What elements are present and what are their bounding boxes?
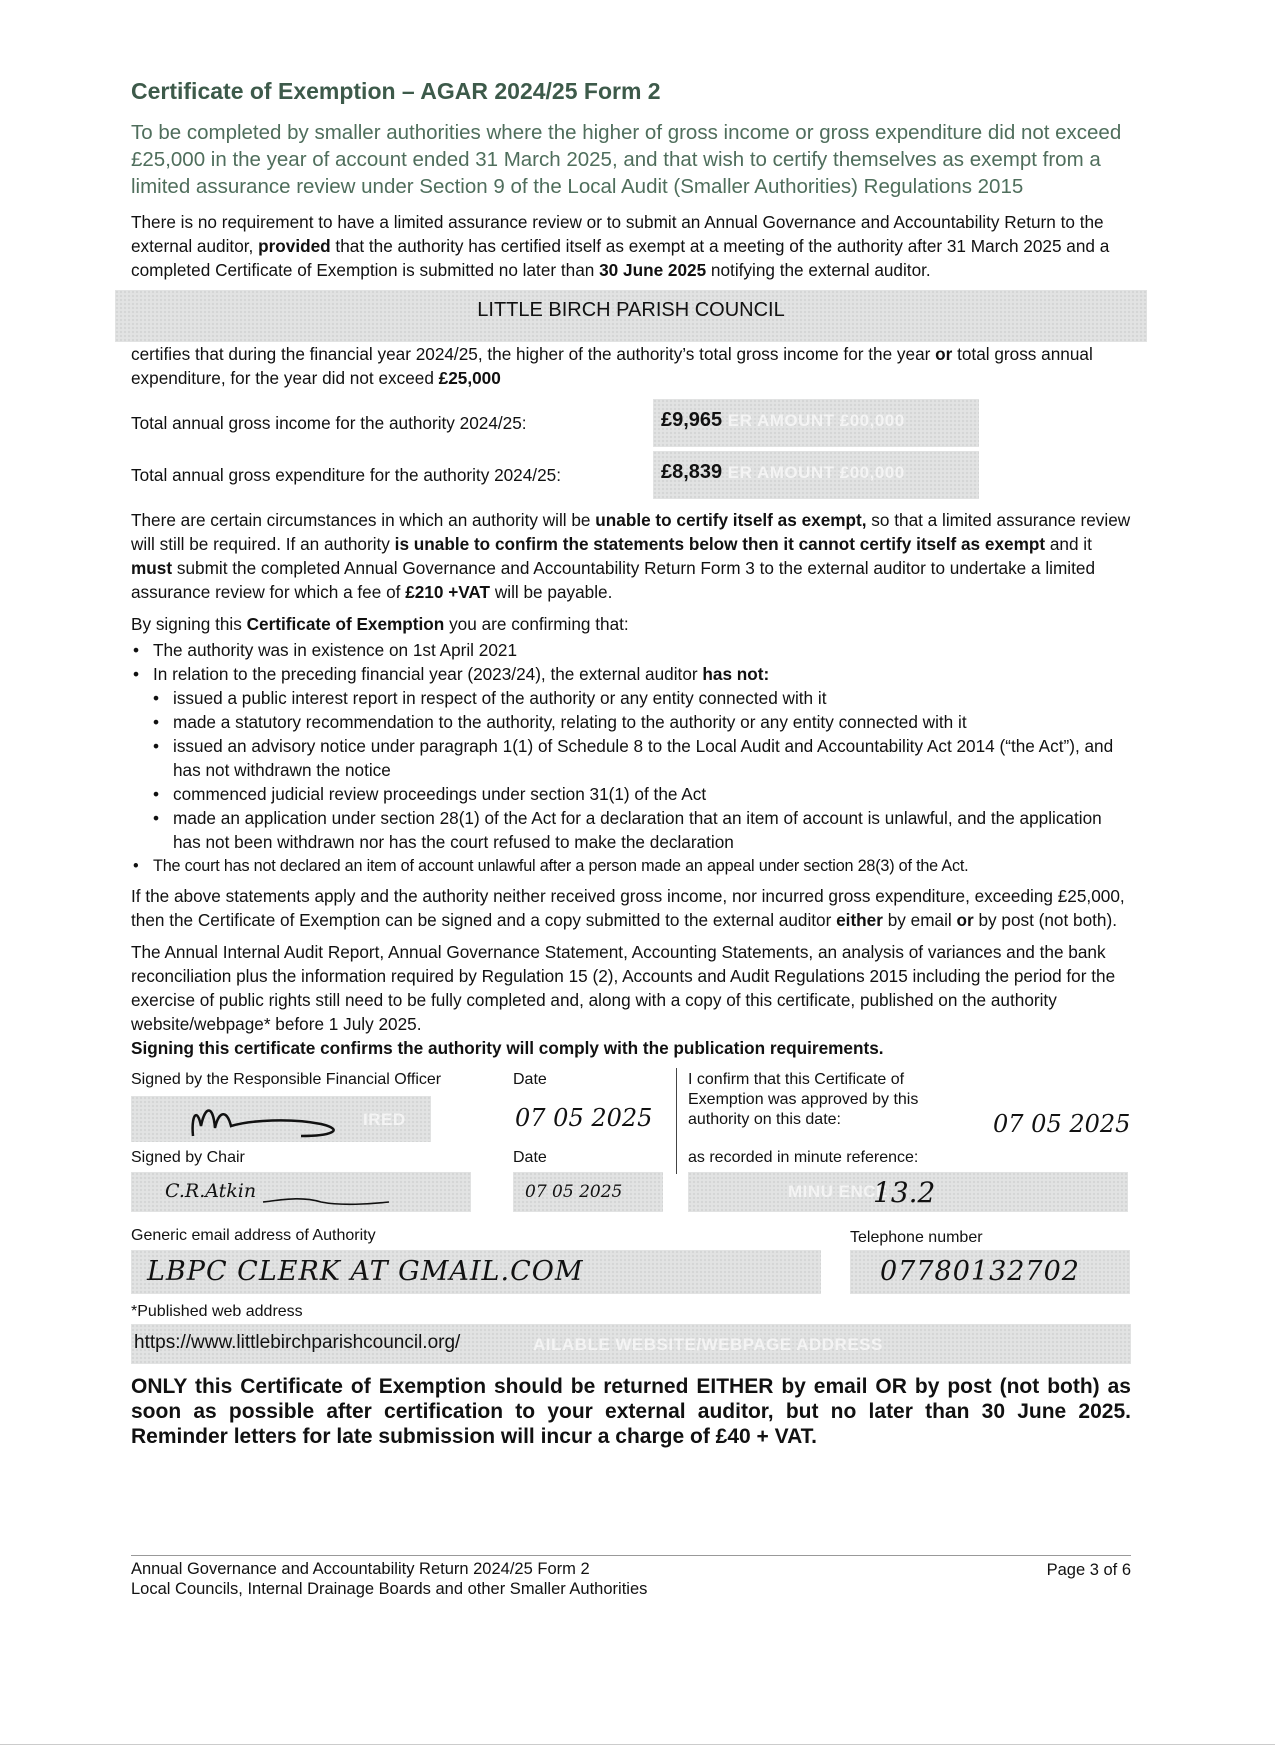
email-value: LBPC CLERK AT GMAIL.COM	[147, 1256, 584, 1287]
email-label: Generic email address of Authority	[131, 1227, 376, 1244]
income-row	[131, 398, 1131, 448]
minute-reference: 13.2	[873, 1176, 936, 1209]
expenditure-row	[131, 450, 1131, 500]
expenditure-value: £8,839	[661, 461, 723, 483]
sub-condition-item: • made an application under section 28(1) of the Act for a declaration that an item of account is unlawful, and the application has not been withdrawn nor has the court refused to make the declaration	[131, 806, 1131, 854]
authority-name-field[interactable]	[115, 290, 1147, 342]
page-number: Page 3 of 6	[1046, 1561, 1131, 1579]
certifies-paragraph: certifies that during the financial year 2024/25, the higher of the authority’s total gross income for the year or total gross annual expenditure, for the year did not exceed £25,000	[131, 344, 1093, 388]
document-subtitle: To be completed by smaller authorities where the higher of gross income or gross expenditure did not exceed £25,000 in the year of account ended 31 March 2025, and that wish to certify themselves as exempt from a limited assurance review under Section 9 of the Local Audit (Smaller Authorities) Regulations 2015	[131, 121, 1122, 198]
certificate-page	[131, 78, 1131, 1449]
sub-condition-item: • issued an advisory notice under paragraph 1(1) of Schedule 8 to the Local Audit and Accountability Act 2014 (“the Act”), and has not withdrawn the notice	[131, 734, 1131, 782]
web-address-label: *Published web address	[131, 1303, 303, 1320]
income-label: Total annual gross income for the authority 2024/25:	[131, 412, 527, 433]
telephone-field[interactable]	[850, 1250, 1130, 1294]
web-address-field[interactable]	[131, 1324, 1131, 1364]
sub-condition-item: • commenced judicial review proceedings under section 31(1) of the Act	[131, 782, 1131, 806]
conditions-list-end	[131, 854, 1131, 878]
sub-condition-item: • made a statutory recommendation to the authority, relating to the authority or any entity connected with it	[131, 710, 1131, 734]
authority-name: LITTLE BIRCH PARISH COUNCIL	[477, 299, 785, 321]
chair-date: 07 05 2025	[525, 1182, 623, 1202]
condition-item: • The court has not declared an item of account unlawful after a person made an appeal under section 28(3) of the Act.	[131, 854, 1131, 878]
if-above-paragraph: If the above statements apply and the authority neither received gross income, nor incurred gross expenditure, exceeding £25,000, then the Certificate of Exemption can be signed and a copy submitted to the external auditor either by email or by post (not both).	[131, 886, 1125, 930]
telephone-value: 07780132702	[880, 1256, 1080, 1287]
signature-section	[131, 1060, 1131, 1360]
minute-reference-placeholder: MINU ENCE	[788, 1182, 888, 1201]
chair-signature-stroke	[261, 1190, 391, 1210]
rfo-signature-field[interactable]	[131, 1096, 431, 1142]
footer-authority-types: Local Councils, Internal Drainage Boards and other Smaller Authorities	[131, 1580, 648, 1598]
signing-paragraph: By signing this Certificate of Exemption you are confirming that:	[131, 614, 629, 634]
chair-date-field[interactable]	[513, 1172, 663, 1212]
scan-edge	[0, 1744, 1275, 1745]
sub-condition-item: • issued a public interest report in respect of the authority or any entity connected with it	[131, 686, 1131, 710]
circumstances-paragraph: There are certain circumstances in which an authority will be unable to certify itself as exempt, so that a limited assurance review will still be required. If an authority is unable to confirm the statements below then it cannot certify itself as exempt and it must submit the completed Annual Governance and Accountability Return Form 3 to the external auditor to undertake a limited assurance review for which a fee of £210 +VAT will be payable.	[131, 510, 1131, 602]
auditor-conditions-list	[131, 686, 1131, 854]
publication-requirements: Signing this certificate confirms the authority will comply with the publication requirements.	[131, 1038, 884, 1058]
approval-date[interactable]: 07 05 2025	[993, 1110, 1131, 1138]
chair-signature-field[interactable]	[131, 1172, 471, 1212]
approval-label: I confirm that this Certificate of Exemption was approved by this authority on this date:	[688, 1071, 919, 1128]
rfo-date-label: Date	[513, 1071, 547, 1088]
return-instructions: ONLY this Certificate of Exemption should be returned EITHER by email OR by post (not both) as soon as possible after certification to your external auditor, but no later than 30 June 2025. Reminder letters for late submission will incur a charge of £40 + VAT.	[131, 1375, 1131, 1448]
expenditure-label: Total annual gross expenditure for the authority 2024/25:	[131, 464, 561, 485]
email-field[interactable]	[131, 1250, 821, 1294]
rfo-signature-label: Signed by the Responsible Financial Officer	[131, 1071, 442, 1088]
minute-reference-label: as recorded in minute reference:	[688, 1149, 919, 1166]
telephone-label: Telephone number	[850, 1229, 983, 1246]
footer-form-name: Annual Governance and Accountability Return 2024/25 Form 2	[131, 1560, 590, 1578]
web-address-placeholder: AILABLE WEBSITE/WEBPAGE ADDRESS	[533, 1335, 883, 1354]
annual-report-paragraph: The Annual Internal Audit Report, Annual Governance Statement, Accounting Statements, an analysis of variances and the bank reconciliation plus the information required by Regulation 15 (2), Accounts and Audit Regulations 2015 including the period for the exercise of public rights still need to be fully completed and, along with a copy of this certificate, published on the authority website/webpage* before 1 July 2025. Signing this certificate confirms the authority will comply with the publication requirements.	[131, 942, 1116, 1058]
minute-reference-field[interactable]	[688, 1172, 1128, 1212]
intro-paragraph: There is no requirement to have a limited assurance review or to submit an Annual Governance and Accountability Return to the external auditor, provided that the authority has certified itself as exempt at a meeting of the authority after 31 March 2025 and a completed Certificate of Exemption is submitted no later than 30 June 2025 notifying the external auditor.	[131, 212, 1110, 280]
chair-date-label: Date	[513, 1149, 547, 1166]
document-title: Certificate of Exemption – AGAR 2024/25 Form 2	[131, 78, 661, 104]
rfo-date[interactable]: 07 05 2025	[515, 1104, 653, 1132]
income-placeholder: ER AMOUNT £00,000	[727, 411, 905, 430]
income-field[interactable]	[653, 399, 979, 447]
rfo-signature-placeholder: IRED	[363, 1110, 406, 1129]
conditions-list	[131, 638, 1131, 686]
chair-signature: C.R.Atkin	[165, 1180, 257, 1202]
web-address-value: https://www.littlebirchparishcouncil.org/	[134, 1332, 461, 1353]
chair-signature-label: Signed by Chair	[131, 1149, 245, 1166]
income-value: £9,965	[661, 409, 723, 431]
expenditure-field[interactable]	[653, 451, 979, 499]
signature-divider	[676, 1068, 677, 1174]
condition-item: • In relation to the preceding financial year (2023/24), the external auditor has not:	[131, 662, 1131, 686]
page-footer	[131, 1555, 1131, 1599]
condition-item: • The authority was in existence on 1st April 2021	[131, 638, 1131, 662]
expenditure-placeholder: ER AMOUNT £00,000	[727, 463, 905, 482]
